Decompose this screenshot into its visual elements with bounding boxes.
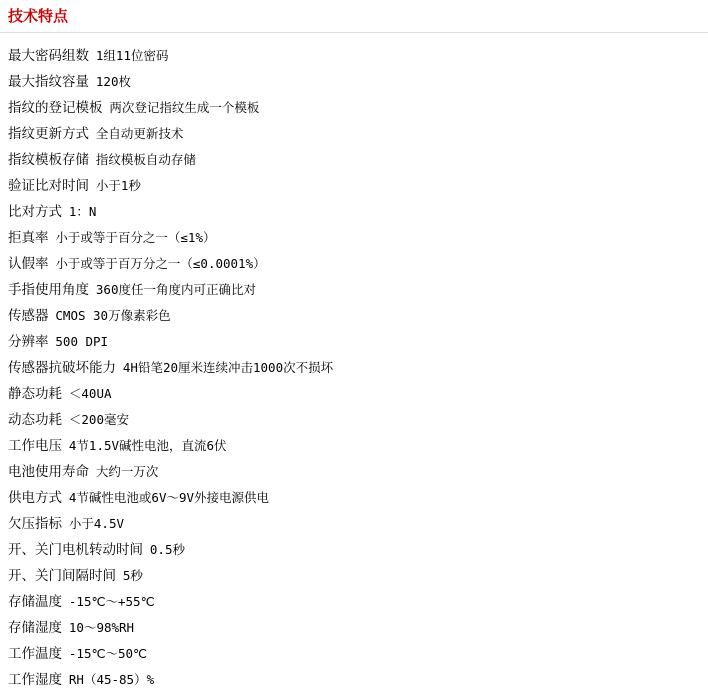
spec-value: -15℃～+55℃ <box>68 594 155 609</box>
list-item <box>8 667 708 693</box>
list-item <box>8 381 708 407</box>
list-item <box>8 329 708 355</box>
spec-value: 360度任一角度内可正确比对 <box>95 282 256 297</box>
spec-label: 认假率 <box>8 256 49 272</box>
spec-label: 手指使用角度 <box>8 282 89 298</box>
spec-value: 小于4.5V <box>68 516 124 531</box>
spec-label: 传感器抗破坏能力 <box>8 360 116 376</box>
spec-label: 工作湿度 <box>8 672 62 688</box>
list-item <box>8 121 708 147</box>
list-item <box>8 173 708 199</box>
list-item <box>8 485 708 511</box>
spec-value: 小于或等于百分之一（≤1%） <box>55 230 216 245</box>
page-title: 技术特点 <box>8 8 69 25</box>
spec-value: 1：N <box>68 204 97 219</box>
spec-value: ＜40UA <box>68 386 112 401</box>
spec-value: 120枚 <box>95 74 131 89</box>
spec-value: ＜200毫安 <box>68 412 129 427</box>
list-item <box>8 433 708 459</box>
spec-value: 5秒 <box>122 568 143 583</box>
list-item <box>8 459 708 485</box>
list-item <box>8 95 708 121</box>
spec-label: 指纹的登记模板 <box>8 100 103 116</box>
list-item <box>8 303 708 329</box>
list-item <box>8 147 708 173</box>
spec-label: 工作电压 <box>8 438 62 454</box>
spec-value: 4H铅笔20厘米连续冲击1000次不损坏 <box>122 360 334 375</box>
spec-label: 分辨率 <box>8 334 49 350</box>
list-item <box>8 511 708 537</box>
spec-label: 比对方式 <box>8 204 62 220</box>
spec-value: 全自动更新技术 <box>95 126 184 141</box>
spec-value: 小于或等于百万分之一（≤0.0001%） <box>55 256 266 271</box>
spec-label: 存储湿度 <box>8 620 62 636</box>
list-item <box>8 355 708 381</box>
spec-label: 最大密码组数 <box>8 48 89 64</box>
spec-value: CMOS 30万像素彩色 <box>55 308 171 323</box>
spec-value: RH（45-85）% <box>68 672 155 687</box>
list-item <box>8 199 708 225</box>
spec-value: 小于1秒 <box>95 178 141 193</box>
spec-label: 最大指纹容量 <box>8 74 89 90</box>
spec-value: -15℃～50℃ <box>68 646 148 661</box>
list-item <box>8 615 708 641</box>
spec-label: 开、关门电机转动时间 <box>8 542 143 558</box>
list-item <box>8 407 708 433</box>
list-item <box>8 225 708 251</box>
specification-list <box>0 33 708 693</box>
spec-value: 0.5秒 <box>149 542 185 557</box>
spec-label: 工作温度 <box>8 646 62 662</box>
spec-value: 两次登记指纹生成一个模板 <box>109 100 260 115</box>
spec-label: 存储温度 <box>8 594 62 610</box>
spec-label: 欠压指标 <box>8 516 62 532</box>
list-item <box>8 589 708 615</box>
list-item <box>8 641 708 667</box>
list-item <box>8 537 708 563</box>
list-item <box>8 277 708 303</box>
spec-value: 大约一万次 <box>95 464 159 479</box>
spec-label: 拒真率 <box>8 230 49 246</box>
spec-label: 电池使用寿命 <box>8 464 89 480</box>
spec-label: 指纹更新方式 <box>8 126 89 142</box>
spec-label: 静态功耗 <box>8 386 62 402</box>
spec-label: 指纹模板存储 <box>8 152 89 168</box>
spec-label: 供电方式 <box>8 490 62 506</box>
spec-value: 指纹模板自动存储 <box>95 152 196 167</box>
list-item <box>8 251 708 277</box>
list-item <box>8 69 708 95</box>
spec-label: 验证比对时间 <box>8 178 89 194</box>
spec-value: 4节1.5V碱性电池，直流6伏 <box>68 438 227 453</box>
list-item <box>8 43 708 69</box>
spec-label: 传感器 <box>8 308 49 324</box>
spec-value: 1组11位密码 <box>95 48 169 63</box>
spec-value: 10～98%RH <box>68 620 135 635</box>
spec-value: 4节碱性电池或6V～9V外接电源供电 <box>68 490 270 505</box>
spec-value: 500 DPI <box>55 334 109 349</box>
list-item <box>8 563 708 589</box>
spec-label: 动态功耗 <box>8 412 62 428</box>
spec-label: 开、关门间隔时间 <box>8 568 116 584</box>
